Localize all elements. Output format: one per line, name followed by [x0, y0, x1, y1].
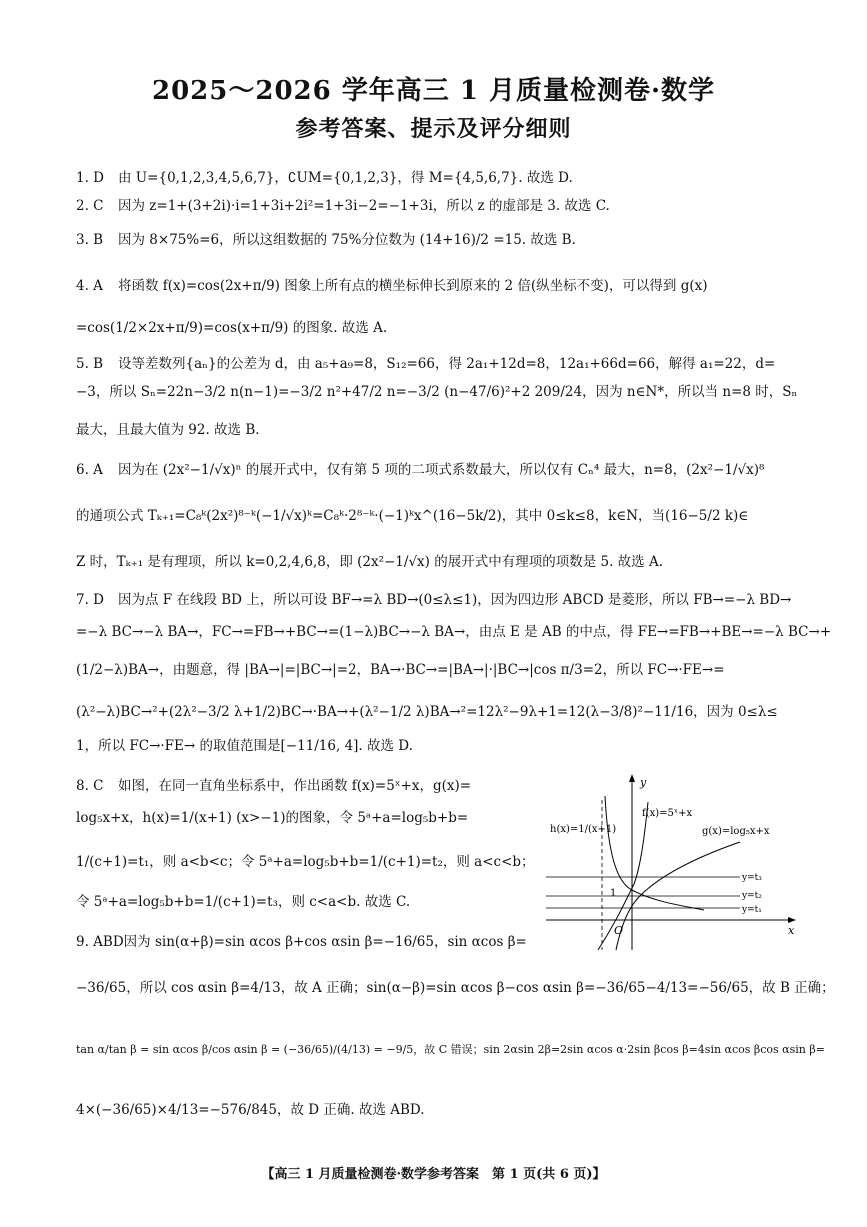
x-axis-label: x: [788, 924, 795, 937]
answer-9-line-3: tan α/tan β = sin αcos β/cos αsin β = (−36/65)/(4/13) = −9/5，故 C 错误；sin 2αsin 2β=2sin αcos α·2sin βcos β=4sin αcos βcos αsin β=: [76, 1043, 825, 1056]
function-graph-figure: [544, 772, 798, 952]
answer-8-number: 8. C: [76, 778, 104, 794]
answer-5-line-3: 最大，且最大值为 92. 故选 B.: [76, 422, 260, 438]
page-title: 2025～2026 学年高三 1 月质量检测卷·数学: [151, 76, 716, 106]
answer-3-number: 3. B: [76, 232, 104, 248]
answer-9-line-2: −36/65，所以 cos αsin β=4/13，故 A 正确；sin(α−β)=sin αcos β−cos αsin β=−36/65−4/13=−56/65，故 B 正确；: [76, 980, 835, 996]
answer-2-line-1: [76, 196, 610, 216]
answer-5-line-2: −3，所以 Sₙ=22n−3/2 n(n−1)=−3/2 n²+47/2 n=−3/2 (n−47/6)²+2 209/24，因为 n∈N*，所以当 n=8 时，Sₙ: [76, 384, 798, 400]
answer-6-line-2: 的通项公式 Tₖ₊₁=C₈ᵏ(2x²)⁸⁻ᵏ(−1/√x)ᵏ=C₈ᵏ·2⁸⁻ᵏ·(−1)ᵏx^(16−5k/2)，其中 0≤k≤8，k∈N，当(16−5/2 k)∈: [76, 508, 749, 524]
label-f: f(x)=5ˣ+x: [642, 808, 693, 819]
label-t1: y=t₁: [742, 905, 762, 915]
answer-8-line-4: 令 5ᵃ+a=log₅b+b=1/(c+1)=t₃，则 c<a<b. 故选 C.: [76, 894, 411, 910]
answer-4-text-1: 将函数 f(x)=cos(2x+π/9) 图象上所有点的横坐标伸长到原来的 2 倍(纵坐标不变)，可以得到 g(x): [118, 278, 708, 294]
label-t2: y=t₂: [742, 891, 762, 901]
answer-4-line-1: [76, 276, 708, 296]
answer-8-text-1: 如图，在同一直角坐标系中，作出函数 f(x)=5ˣ+x，g(x)=: [118, 778, 472, 794]
answer-6-line-1: [76, 460, 764, 480]
answer-6-line-3: Z 时，Tₖ₊₁ 是有理项，所以 k=0,2,4,6,8，即 (2x²−1/√x) 的展开式中有理项的项数是 5. 故选 A.: [76, 554, 664, 570]
answer-4-line-2: =cos(1/2×2x+π/9)=cos(x+π/9) 的图象. 故选 A.: [76, 320, 388, 336]
y-axis-label: y: [640, 776, 647, 789]
answer-1-text: 由 U={0,1,2,3,4,5,6,7}，∁UM={0,1,2,3}，得 M={4,5,6,7}. 故选 D.: [118, 170, 573, 186]
answer-9-line-1: [76, 932, 527, 952]
label-t3: y=t₃: [742, 873, 762, 883]
answer-3-text: 因为 8×75%=6，所以这组数据的 75%分位数为 (14+16)/2 =15. 故选 B.: [118, 232, 576, 248]
page-footer: 【高三 1 月质量检测卷·数学参考答案 第 1 页(共 6 页)】: [261, 1167, 606, 1182]
answer-7-line-4: (λ²−λ)BC→²+(2λ²−3/2 λ+1/2)BC→·BA→+(λ²−1/2 λ)BA→²=12λ²−9λ+1=12(λ−3/8)²−11/16，因为 0≤λ≤: [76, 704, 778, 720]
answer-3-line-1: [76, 230, 576, 250]
answer-5-line-1: [76, 354, 775, 374]
answer-5-number: 5. B: [76, 356, 104, 372]
origin-label: O: [614, 924, 624, 937]
answer-7-number: 7. D: [76, 592, 104, 608]
x-axis-arrow: [788, 917, 796, 923]
answer-1-line-1: [76, 168, 573, 188]
answer-7-line-1: [76, 590, 791, 610]
tick-one-label: 1: [610, 888, 617, 899]
answer-6-number: 6. A: [76, 462, 103, 478]
answer-9-line-4: 4×(−36/65)×4/13=−576/845，故 D 正确. 故选 ABD.: [76, 1102, 425, 1118]
answer-8-line-1: [76, 776, 471, 796]
answer-7-line-3: (1/2−λ)BA→，由题意，得 |BA→|=|BC→|=2，BA→·BC→=|BA→|·|BC→|cos π/3=2，所以 FC→·FE→=: [76, 662, 725, 678]
answer-7-line-2: =−λ BC→−λ BA→，FC→=FB→+BC→=(1−λ)BC→−λ BA→，由点 E 是 AB 的中点，得 FE→=FB→+BE→=−λ BC→+: [76, 624, 832, 640]
label-h: h(x)=1/(x+1): [550, 824, 617, 835]
answer-8-line-2: log₅x+x，h(x)=1/(x+1) (x>−1)的图象，令 5ᵃ+a=log₅b+b=: [76, 810, 469, 826]
answer-1-number: 1. D: [76, 170, 104, 186]
answer-2-number: 2. C: [76, 198, 104, 214]
y-axis-arrow: [629, 774, 635, 782]
answer-9-number: 9. ABD: [76, 934, 124, 950]
answer-7-text-1: 因为点 F 在线段 BD 上，所以可设 BF→=λ BD→(0≤λ≤1)，因为四边形 ABCD 是菱形，所以 FB→=−λ BD→: [118, 592, 792, 608]
answer-5-text-1: 设等差数列{aₙ}的公差为 d，由 a₅+a₉=8，S₁₂=66，得 2a₁+12d=8，12a₁+66d=66，解得 a₁=22，d=: [118, 356, 776, 372]
page-subtitle: 参考答案、提示及评分细则: [295, 116, 572, 142]
label-g: g(x)=log₅x+x: [702, 826, 770, 837]
answer-4-number: 4. A: [76, 278, 103, 294]
answer-8-line-3: 1/(c+1)=t₁，则 a<b<c；令 5ᵃ+a=log₅b+b=1/(c+1)=t₂，则 a<c<b；: [76, 854, 535, 870]
answer-9-text-1: 因为 sin(α+β)=sin αcos β+cos αsin β=−16/65，sin αcos β=: [123, 934, 527, 950]
answer-7-line-5: 1，所以 FC→·FE→ 的取值范围是[−11/16, 4]. 故选 D.: [76, 738, 413, 754]
answer-2-text: 因为 z=1+(3+2i)·i=1+3i+2i²=1+3i−2=−1+3i，所以 z 的虚部是 3. 故选 C.: [118, 198, 610, 214]
answer-6-text-1: 因为在 (2x²−1/√x)ⁿ 的展开式中，仅有第 5 项的二项式系数最大，所以仅有 Cₙ⁴ 最大，n=8，(2x²−1/√x)⁸: [118, 462, 765, 478]
